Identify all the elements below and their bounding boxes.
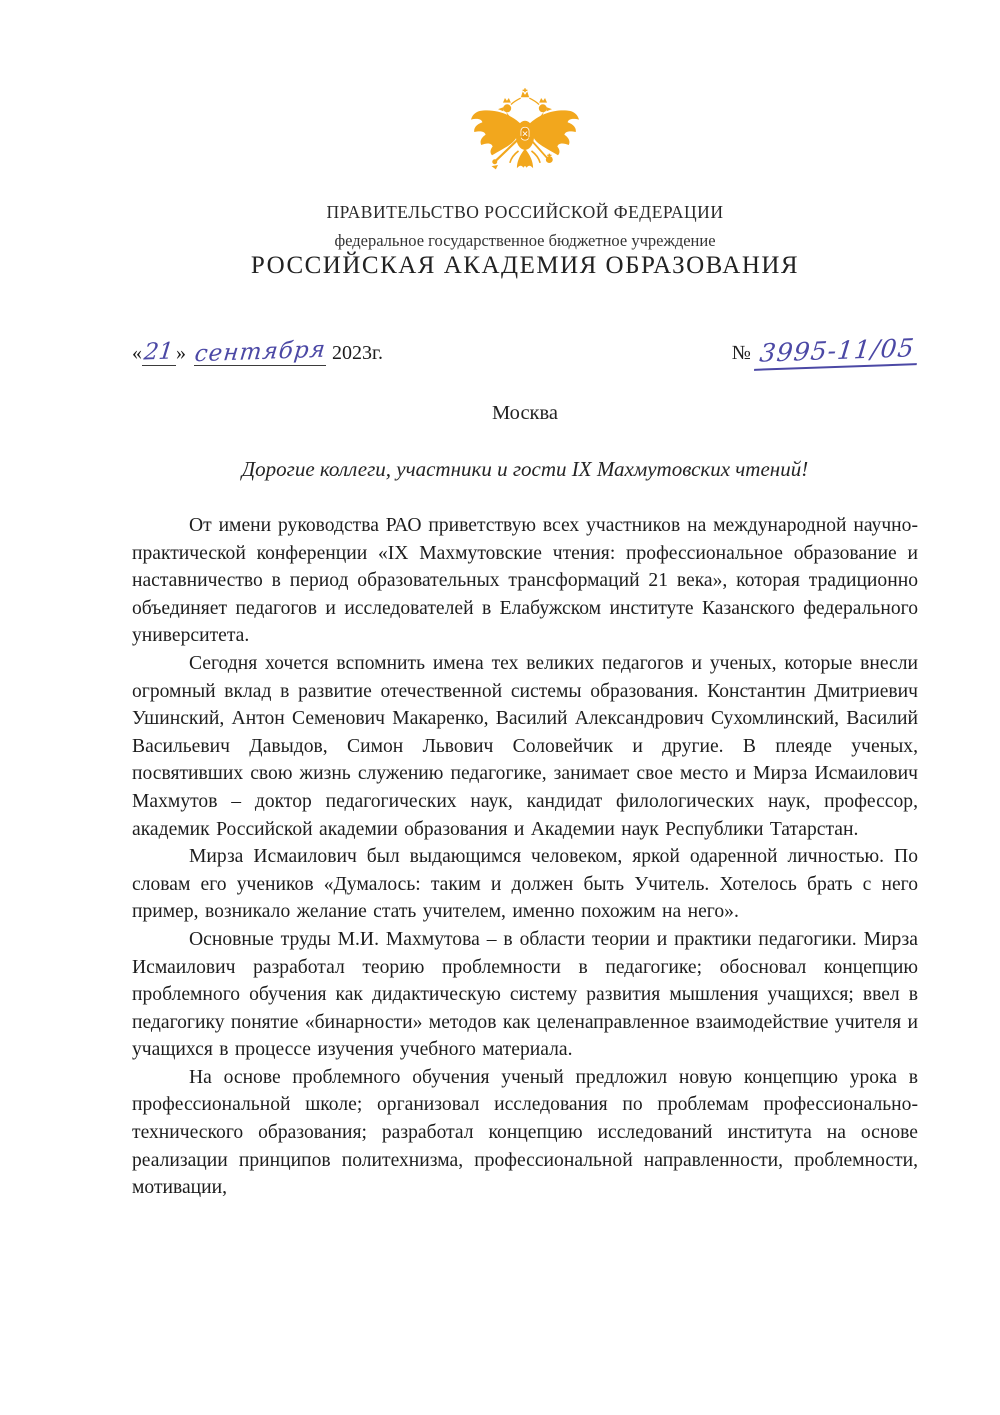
letterhead [132, 84, 918, 280]
letter-body [132, 512, 918, 1202]
date-month-blank [193, 336, 327, 368]
salutation-line: Дорогие коллеги, участники и гости IX Махмутовских чтений! [241, 457, 809, 481]
body-paragraph: Основные труды М.И. Махмутова – в области теории и практики педагогики. Мирза Исмаилович разработал теорию проблемности в педагогике; обосновал концепцию проблемного обучения как дидактическую систему развития мышления учащихся; ввел в педагогику понятие «бинарности» методов как целенаправленное взаимодействие учителя и учащихся в процессе изучения учебного материала. [132, 928, 918, 1061]
body-paragraph: От имени руководства РАО приветствую всех участников на международной научно-практической конференции «IX Махмутовские чтения: профессиональное образование и наставничество в период образовательных трансформаций 21 века», которая традиционно объединяет педагогов и исследователей в Елабужском институте Казанского федерального университета. [132, 515, 918, 647]
date-open-quote: « [132, 342, 142, 364]
body-paragraph: Мирза Исмаилович был выдающимся человеком, яркой одаренной личностью. По словам его учеников «Думалось: таким и должен быть Учитель. Хотелось брать с него пример, возникало желание стать учителем, именно похожим на него». [132, 846, 918, 923]
handwritten-document-number: 3995-11/05 [754, 333, 920, 371]
date-close-quote: » [176, 342, 186, 364]
coat-of-arms-eagle-icon [459, 84, 591, 192]
number-sign-label: № [731, 342, 751, 364]
body-paragraph: На основе проблемного обучения ученый предложил новую концепцию урока в профессиональной школе; организовал исследования по проблемам профессионально-технического образования; разработал концепцию исследований института на основе реализации принципов политехнизма, профессиональной направленности, проблемности, мотивации, [132, 1066, 918, 1199]
date-day-blank [142, 339, 176, 366]
city-line: Москва [491, 402, 559, 424]
handwritten-month: сентября [193, 336, 327, 368]
body-paragraph: Сегодня хочется вспомнить имена тех великих педагогов и ученых, которые внесли огромный вклад в развитие отечественной системы образования. Константин Дмитриевич Ушинский, Антон Семенович Макаренко, Василий Александрович Сухомлинский, Василий Васильевич Давыдов, Симон Львович Соловейчик и другие. В плеяде ученых, посвятивших свою жизнь служению педагогике, занимает свое место и Мирза Исмаилович Махмутов – доктор педагогических наук, кандидат филологических наук, профессор, академик Российской академии образования и Академии наук Республики Татарстан. [132, 652, 918, 840]
institution-type-line: федеральное государственное бюджетное учреждение [334, 231, 716, 250]
government-line: ПРАВИТЕЛЬСТВО РОССИЙСКОЙ ФЕДЕРАЦИИ [326, 202, 724, 222]
handwritten-day: 21 [142, 338, 176, 366]
reference-line [132, 333, 918, 368]
document-number-field [731, 333, 918, 368]
date-field [132, 336, 383, 368]
organization-name: РОССИЙСКАЯ АКАДЕМИЯ ОБРАЗОВАНИЯ [250, 252, 800, 279]
date-year: 2023г. [332, 342, 383, 364]
